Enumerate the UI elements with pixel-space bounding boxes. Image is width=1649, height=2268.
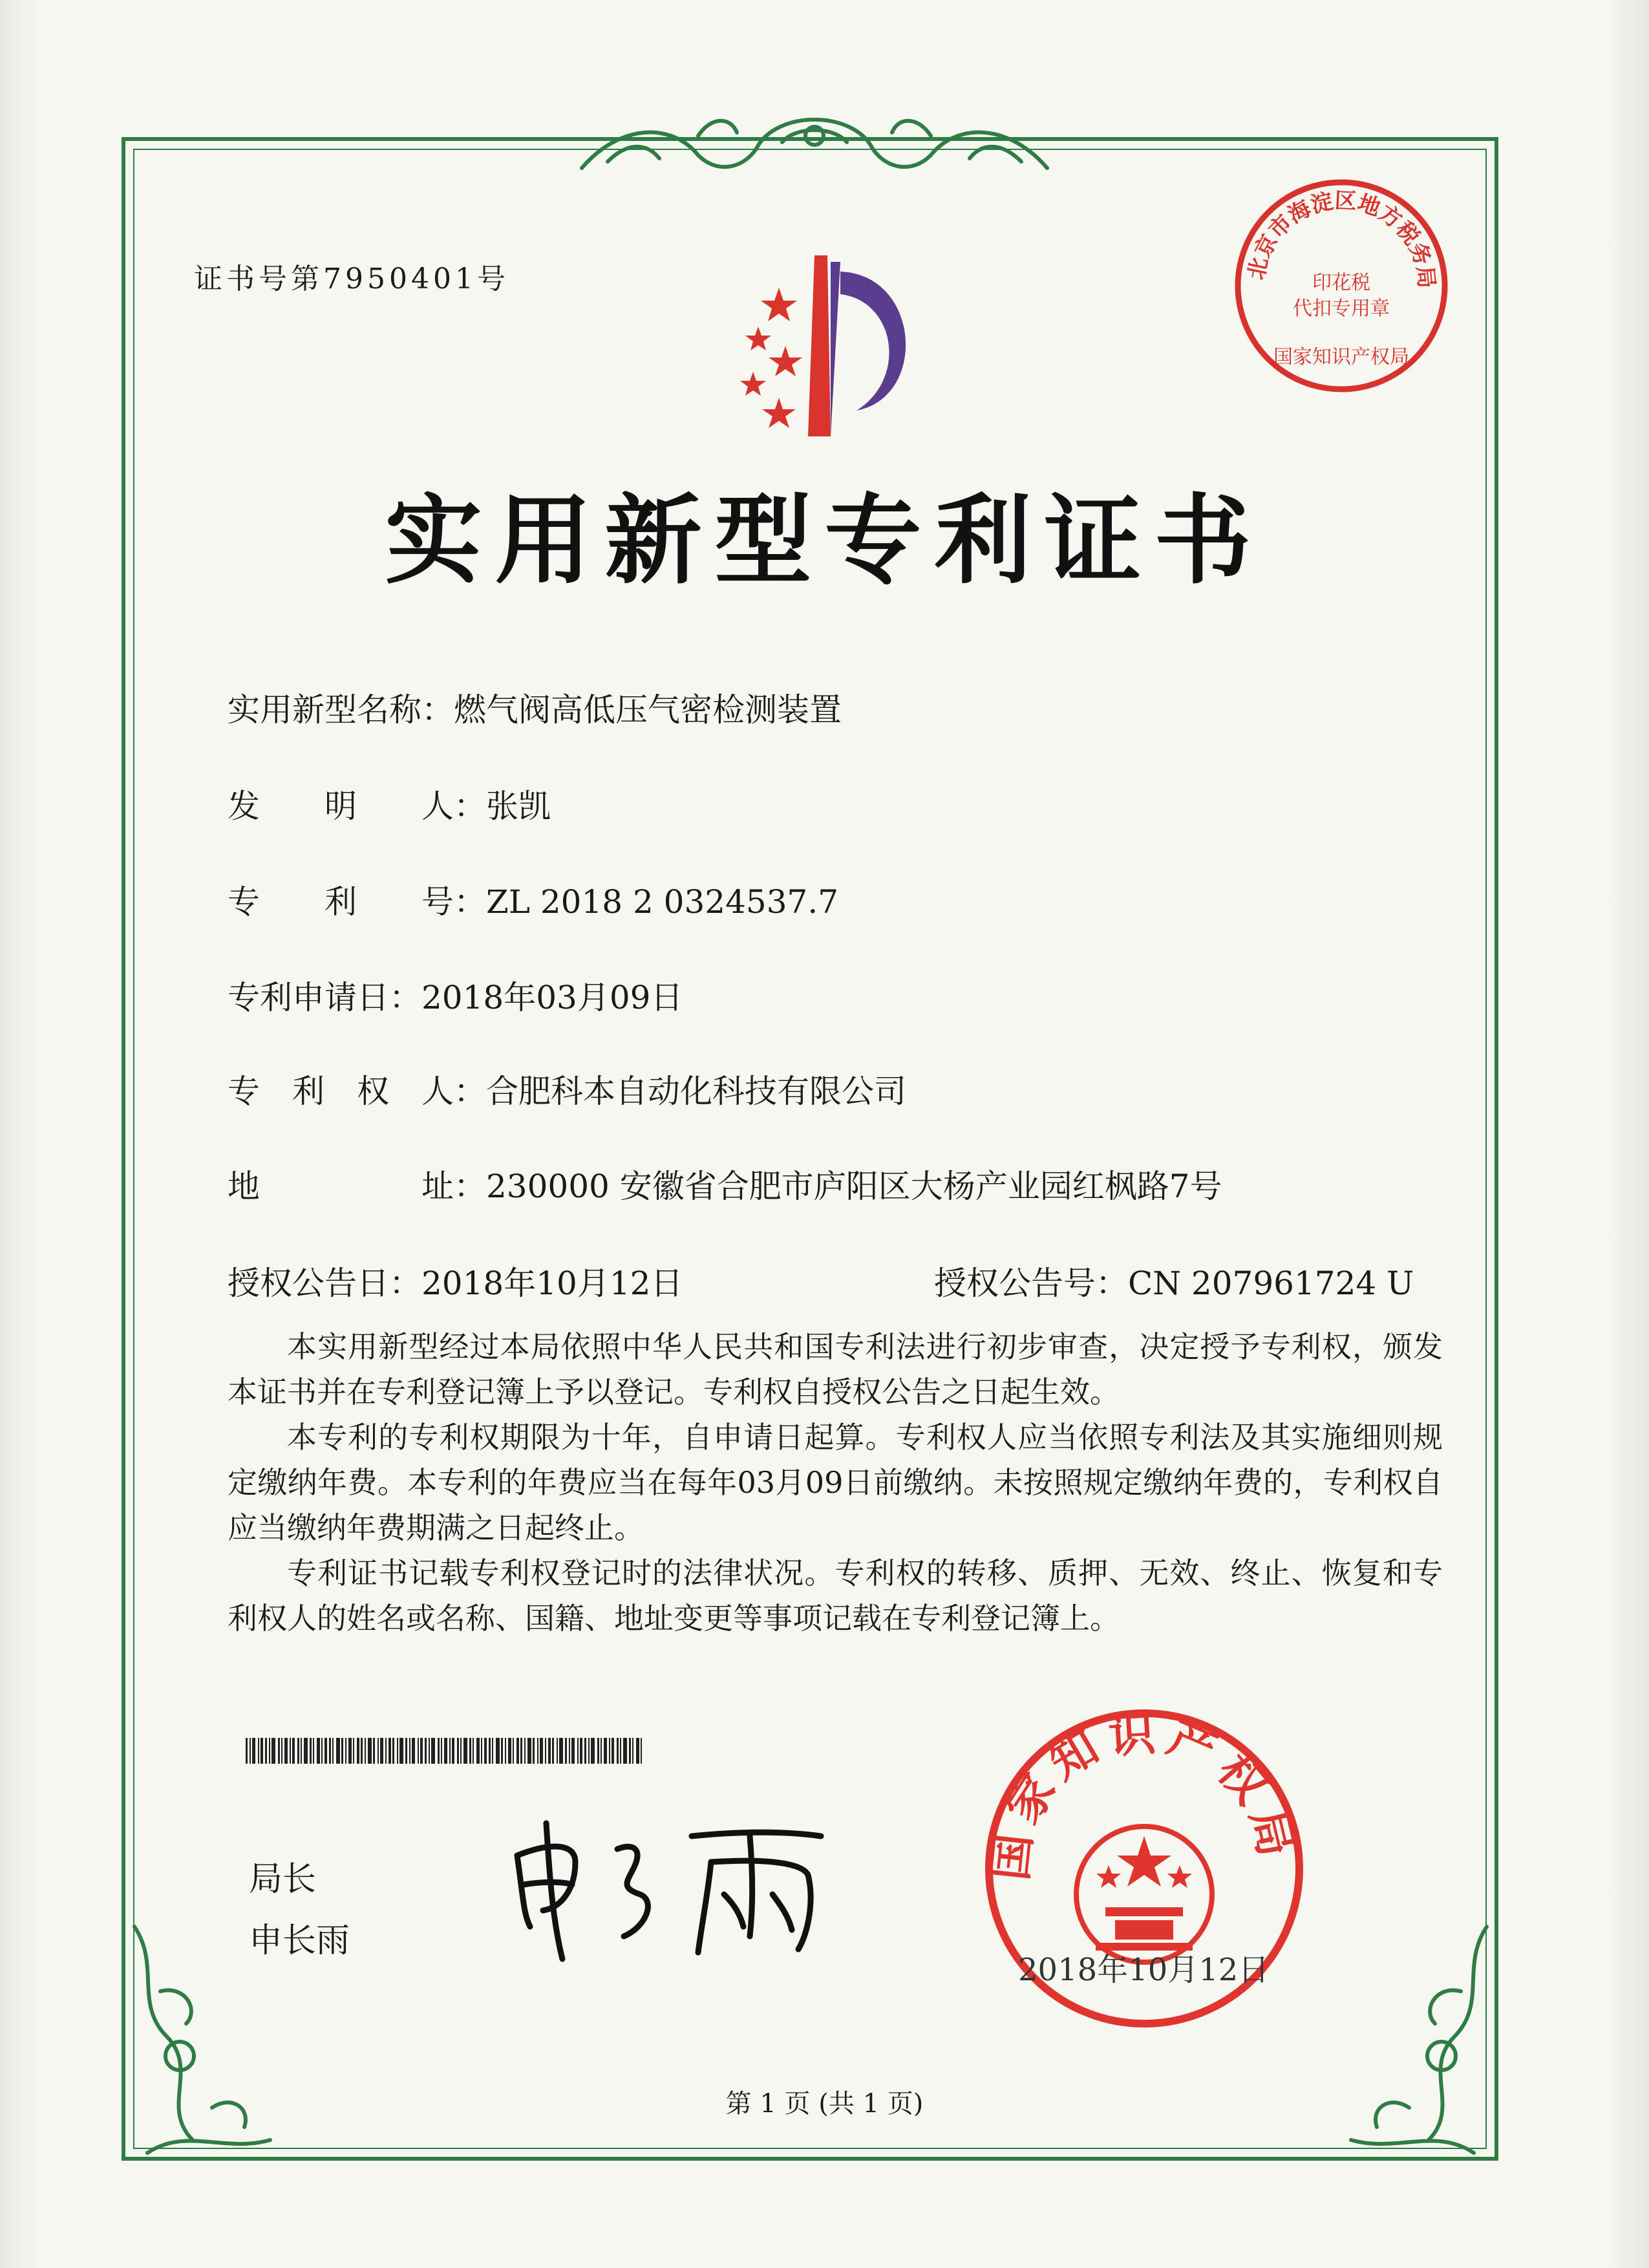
certificate-title: 实用新型专利证书 xyxy=(385,484,1264,597)
tax-stamp-ring-text: 北京市海淀区地方税务局 xyxy=(1243,187,1440,290)
tax-stamp-bottom-text: 国家知识产权局 xyxy=(1273,346,1409,369)
field-utility-model-name xyxy=(228,684,842,731)
paragraph: 本专利的专利权期限为十年，自申请日起算。专利权人应当依照专利法及其实施细则规定缴纳年费。本专利的年费应当在每年03月09日前缴纳。未按照规定缴纳年费的，专利权自应当缴纳年费期满之日起终止。 xyxy=(228,1420,1443,1545)
field-label: 授权公告日： xyxy=(228,1265,421,1302)
director-title: 局长 xyxy=(249,1860,317,1899)
bottom-right-ornament-icon xyxy=(1332,1914,1500,2166)
field-value: 2018年03月09日 xyxy=(421,979,683,1016)
page-number: 第 1 页 (共 1 页) xyxy=(725,2089,924,2119)
field-patent-number xyxy=(228,876,838,923)
paragraph: 本实用新型经过本局依照中华人民共和国专利法进行初步审查，决定授予专利权，颁发本证书并在专利登记簿上予以登记。专利权自授权公告之日起生效。 xyxy=(228,1329,1443,1409)
field-label: 实用新型名称： xyxy=(228,691,454,729)
tax-stamp-center-line1: 印花税 xyxy=(1312,272,1370,294)
field-value: 张凯 xyxy=(486,787,551,825)
field-announcement-date xyxy=(228,1257,683,1304)
field-patentee xyxy=(228,1065,906,1112)
field-label: 授权公告号： xyxy=(934,1265,1128,1302)
patent-office-logo-icon xyxy=(701,249,947,443)
director-name: 申长雨 xyxy=(249,1921,350,1960)
field-value: ZL 2018 2 0324537.7 xyxy=(486,883,839,921)
field-value: 230000 安徽省合肥市庐阳区大杨产业园红枫路7号 xyxy=(486,1168,1222,1205)
field-inventor xyxy=(228,780,551,827)
tax-stamp-icon xyxy=(1225,169,1458,402)
field-value: CN 207961724 U xyxy=(1128,1265,1414,1302)
field-application-date xyxy=(228,972,683,1018)
certificate-body-text xyxy=(228,1324,1443,1641)
field-label: 专 利 权 人： xyxy=(228,1073,486,1110)
field-announcement-number xyxy=(934,1257,1414,1304)
field-label: 专 利 号： xyxy=(228,883,486,921)
tax-stamp-center-line2: 代扣专用章 xyxy=(1293,297,1390,320)
field-value: 2018年10月12日 xyxy=(421,1265,683,1302)
director-signature-icon xyxy=(504,1797,840,1965)
seal-text: 国家知识产权局 xyxy=(981,1705,1306,1883)
field-value: 燃气阀高低压气密检测装置 xyxy=(454,691,842,729)
barcode-icon xyxy=(246,1738,646,1764)
certificate-number: 证书号第7950401号 xyxy=(194,262,509,295)
field-label: 专利申请日： xyxy=(228,979,421,1016)
top-ornament-icon xyxy=(569,97,1060,194)
field-label: 地 址： xyxy=(228,1168,486,1205)
field-value: 合肥科本自动化科技有限公司 xyxy=(486,1073,906,1110)
director-block xyxy=(249,1849,350,1972)
seal-date: 2018年10月12日 xyxy=(1018,1952,1270,1988)
field-label: 发 明 人： xyxy=(228,787,486,825)
field-address xyxy=(228,1161,1222,1207)
paragraph: 专利证书记载专利权登记时的法律状况。专利权的转移、质押、无效、终止、恢复和专利权人的姓名或名称、国籍、地址变更等事项记载在专利登记簿上。 xyxy=(228,1556,1443,1636)
